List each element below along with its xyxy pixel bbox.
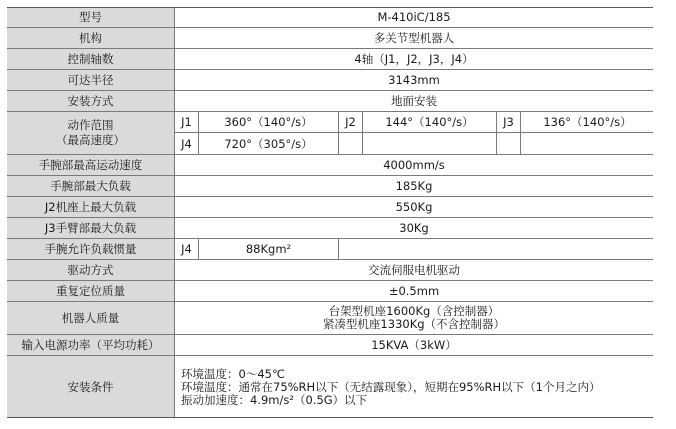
axis-j1: J1 xyxy=(175,112,198,132)
divider xyxy=(198,111,199,154)
value-axes: 4轴（J1，J2，J3，J4） xyxy=(175,49,653,69)
label-power: 输入电源功率（平均功耗） xyxy=(7,335,174,355)
empty-cell xyxy=(363,133,496,154)
row-power xyxy=(7,335,653,355)
range-j3: 136°（140°/s） xyxy=(521,112,654,132)
label-motion-line2: （最高速度） xyxy=(56,133,125,147)
axis-j4: J4 xyxy=(175,133,198,154)
label-repeatability: 重复定位质量 xyxy=(7,281,174,301)
row-axes xyxy=(7,49,653,69)
divider xyxy=(198,238,199,259)
row-motion-range xyxy=(7,112,653,154)
label-inertia: 手腕允许负载惯量 xyxy=(7,239,174,259)
value-repeatability: ±0.5mm xyxy=(175,281,653,301)
range-j2: 144°（140°/s） xyxy=(363,112,496,132)
label-motion-range xyxy=(7,112,174,154)
divider xyxy=(7,111,653,112)
label-wrist-speed: 手腕部最高运动速度 xyxy=(7,155,174,175)
label-wrist-load: 手腕部最大负载 xyxy=(7,176,174,196)
empty-cell xyxy=(339,133,362,154)
row-inertia xyxy=(7,239,653,259)
row-j2-load xyxy=(7,197,653,217)
value-wrist-speed: 4000mm/s xyxy=(175,155,653,175)
mass-line1: 台架型机座1600Kg（含控制器） xyxy=(328,304,500,318)
axis-j3: J3 xyxy=(497,112,520,132)
label-drive: 驱动方式 xyxy=(7,260,174,280)
value-power: 15KVA（3kW） xyxy=(175,335,653,355)
divider xyxy=(7,355,653,356)
divider xyxy=(7,90,653,91)
row-drive xyxy=(7,260,653,280)
divider xyxy=(7,27,653,28)
row-structure xyxy=(7,28,653,48)
divider xyxy=(174,7,175,418)
row-mass xyxy=(7,302,653,334)
divider xyxy=(520,111,521,154)
label-reach: 可达半径 xyxy=(7,70,174,90)
label-motion-line1: 动作范围 xyxy=(67,118,114,132)
divider xyxy=(174,132,653,133)
value-reach: 3143mm xyxy=(175,70,653,90)
row-repeatability xyxy=(7,281,653,301)
label-structure: 机构 xyxy=(7,28,174,48)
divider xyxy=(496,111,497,154)
row-mounting xyxy=(7,91,653,111)
divider xyxy=(7,154,653,155)
inertia-axis: J4 xyxy=(175,239,198,259)
divider xyxy=(7,259,653,260)
divider xyxy=(7,69,653,70)
label-mounting: 安装方式 xyxy=(7,91,174,111)
divider xyxy=(7,217,653,218)
row-environment xyxy=(7,356,653,418)
divider xyxy=(338,238,339,259)
label-j2-load: J2机座上最大负载 xyxy=(7,197,174,217)
value-drive: 交流伺服电机驱动 xyxy=(175,260,653,280)
mass-line2: 紧凑型机座1330Kg（不含控制器） xyxy=(322,317,506,331)
empty-cell xyxy=(521,133,654,154)
value-model: M-410iC/185 xyxy=(175,7,653,27)
inertia-value: 88Kgm² xyxy=(199,239,338,259)
divider xyxy=(7,48,653,49)
value-wrist-load: 185Kg xyxy=(175,176,653,196)
label-axes: 控制轴数 xyxy=(7,49,174,69)
label-j3-load: J3手臂部最大负载 xyxy=(7,218,174,238)
env-line1: 环境温度：0～45℃ xyxy=(181,366,285,381)
divider xyxy=(7,301,653,302)
value-environment xyxy=(175,356,653,418)
divider xyxy=(7,334,653,335)
divider xyxy=(338,111,339,154)
value-j3-load: 30Kg xyxy=(175,218,653,238)
range-j4: 720°（305°/s） xyxy=(199,133,338,154)
value-j2-load: 550Kg xyxy=(175,197,653,217)
env-line2: 环境温度：通常在75%RH以下（无结露现象），短期在95%RH以下（1个月之内） xyxy=(181,379,601,394)
row-j3-load xyxy=(7,218,653,238)
divider xyxy=(7,175,653,176)
axis-j2: J2 xyxy=(339,112,362,132)
range-j1: 360°（140°/s） xyxy=(199,112,338,132)
row-wrist-load xyxy=(7,176,653,196)
label-mass: 机器人质量 xyxy=(7,302,174,334)
divider xyxy=(7,238,653,239)
divider xyxy=(362,111,363,154)
value-mass xyxy=(175,302,653,334)
value-mounting: 地面安装 xyxy=(175,91,653,111)
empty-cell xyxy=(497,133,520,154)
label-model: 型号 xyxy=(7,7,174,27)
value-structure: 多关节型机器人 xyxy=(175,28,653,48)
row-wrist-speed xyxy=(7,155,653,175)
env-line3: 振动加速度：4.9m/s²（0.5G）以下 xyxy=(181,392,368,407)
row-model xyxy=(7,7,653,27)
label-environment: 安装条件 xyxy=(7,356,174,418)
row-reach xyxy=(7,70,653,90)
divider xyxy=(7,196,653,197)
divider xyxy=(7,280,653,281)
spec-table xyxy=(7,7,653,418)
